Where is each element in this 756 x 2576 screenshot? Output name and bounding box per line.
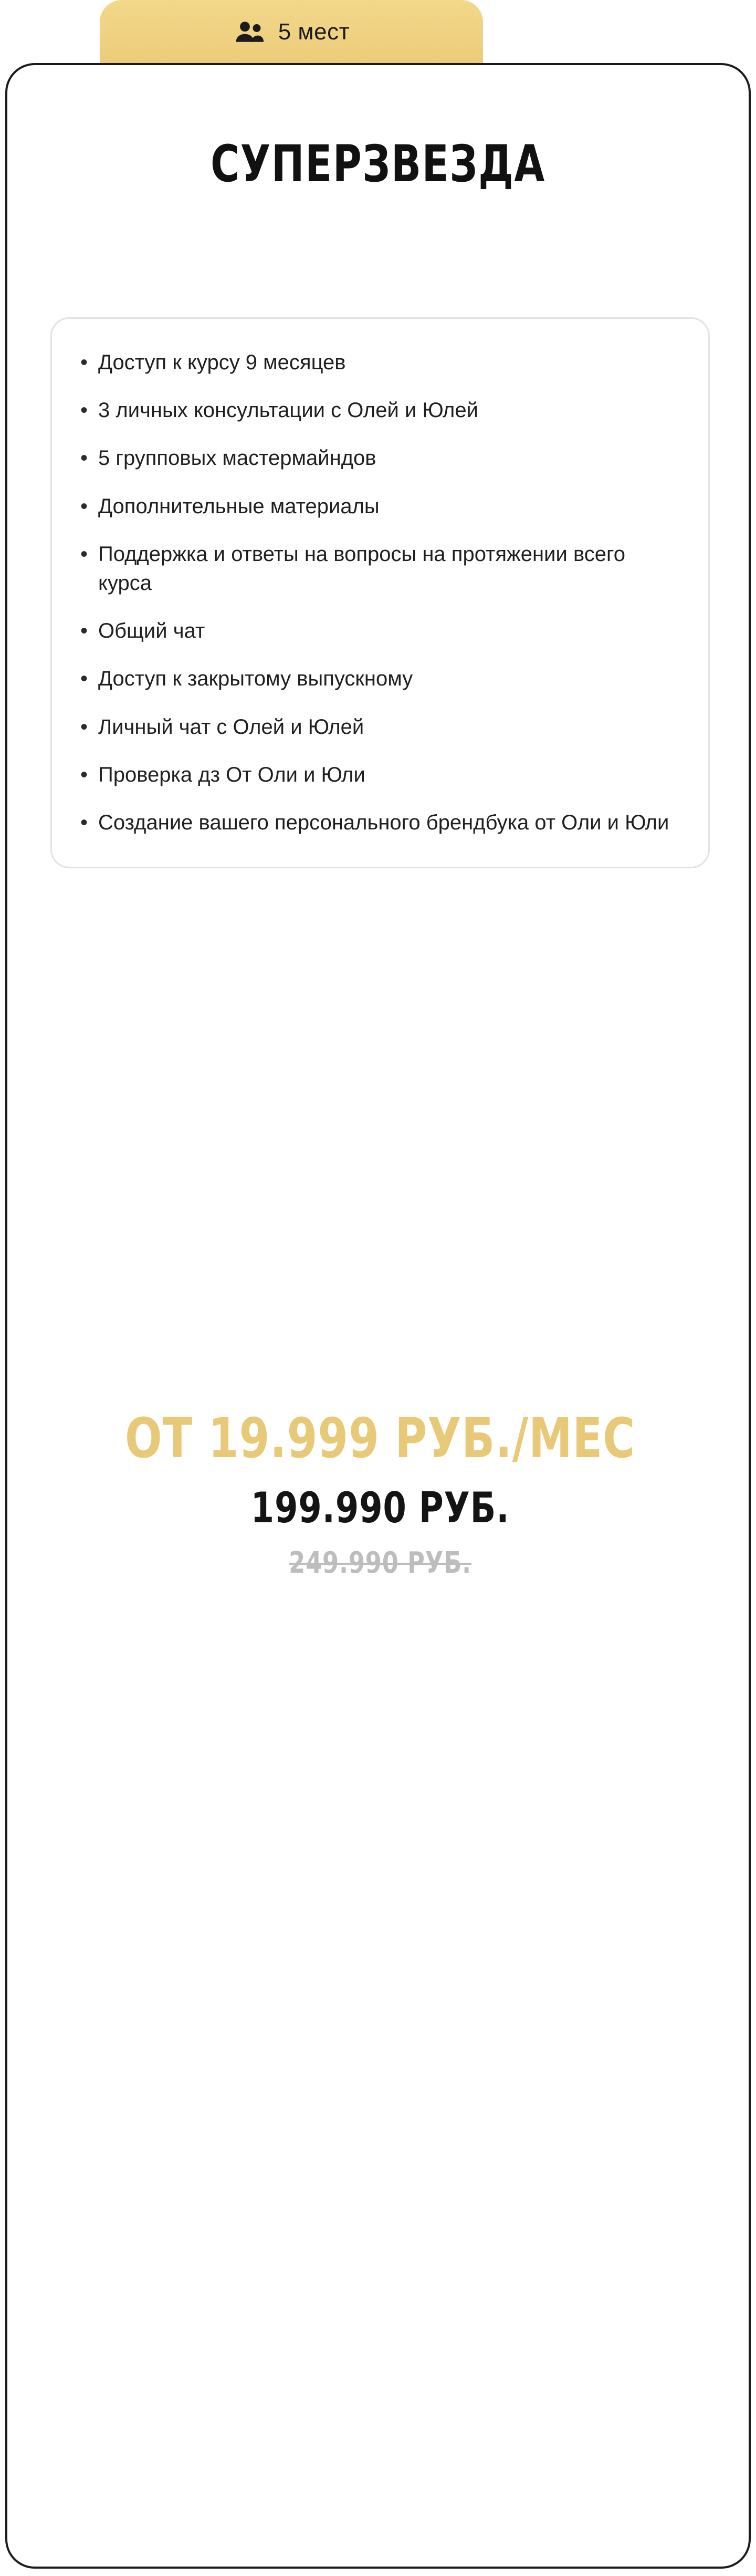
bullet-icon: • [80, 763, 88, 786]
bullet-icon: • [80, 619, 88, 643]
list-item [80, 664, 677, 693]
plan-card [5, 63, 751, 2569]
price-full: 199.990 РУБ. [250, 1483, 510, 1533]
page-title: СУПЕРЗВЕЗДА [211, 134, 545, 193]
bullet-icon: • [80, 399, 88, 422]
bullet-icon: • [80, 715, 88, 739]
seats-label: 5 мест [278, 19, 350, 45]
list-item [80, 808, 677, 837]
list-item [80, 617, 677, 646]
list-item-label: 3 личных консультации с Олей и Юлей [98, 399, 478, 422]
bullet-icon: • [80, 667, 88, 691]
list-item [80, 713, 677, 742]
bullet-icon: • [80, 494, 88, 518]
bullet-icon: • [80, 351, 88, 374]
list-item-label: Доступ к курсу 9 месяцев [98, 351, 346, 374]
bullet-icon: • [80, 542, 88, 566]
list-item [80, 396, 677, 425]
pricing-block [7, 1406, 753, 1581]
list-item [80, 492, 677, 521]
people-icon [233, 20, 265, 44]
list-item-label: Создание вашего персонального брендбука от Оли и Юли [98, 811, 669, 834]
list-item-label: Доступ к закрытому выпускному [98, 667, 413, 691]
list-item-label: Общий чат [98, 619, 205, 643]
list-item-label: Проверка дз От Оли и Юли [98, 763, 365, 786]
price-old: 249.990 РУБ. [289, 1546, 471, 1581]
list-item-label: Дополнительные материалы [98, 494, 380, 518]
list-item-label: Поддержка и ответы на вопросы на протяжении всего курса [98, 542, 625, 595]
bullet-icon: • [80, 811, 88, 834]
list-item-label: 5 групповых мастермайндов [98, 446, 376, 470]
list-item [80, 540, 677, 598]
features-list [50, 317, 710, 868]
list-item [80, 444, 677, 473]
list-item [80, 761, 677, 790]
price-monthly: ОТ 19.999 РУБ./МЕС [124, 1406, 636, 1470]
list-item-label: Личный чат с Олей и Юлей [98, 715, 364, 739]
bullet-icon: • [80, 446, 88, 470]
list-item [80, 348, 677, 377]
